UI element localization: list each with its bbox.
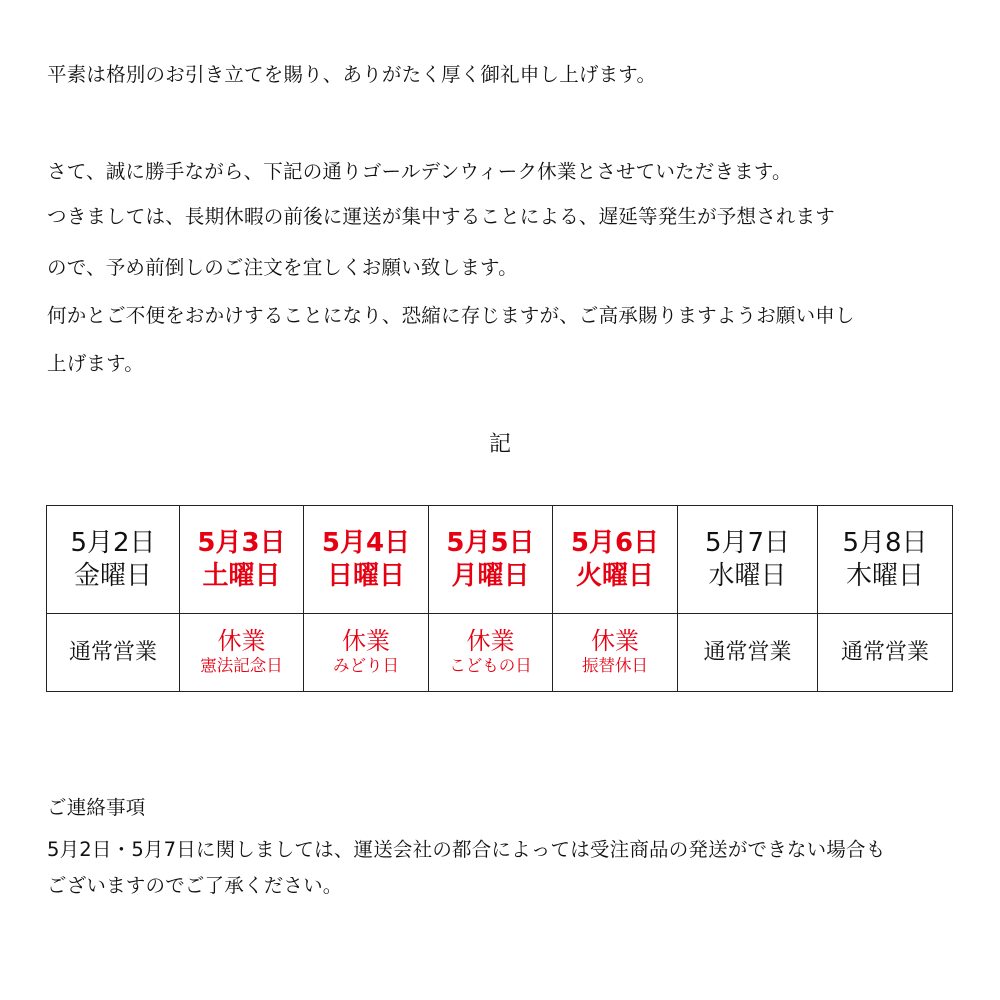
intro-line-5: 上げます。 [47, 352, 144, 375]
date-cell [678, 506, 818, 614]
weekday-label: 水曜日 [708, 560, 787, 591]
weekday-label: 土曜日 [202, 560, 281, 591]
status-label: 通常営業 [703, 639, 792, 665]
date-row [47, 506, 953, 614]
notice-title: ご連絡事項 [47, 796, 146, 819]
holiday-name: 振替休日 [582, 656, 648, 675]
intro-line-3: ので、予め前倒しのご注文を宜しくお願い致します。 [47, 256, 518, 279]
date-label: 5月7日 [704, 527, 791, 558]
holiday-name: こどもの日 [449, 656, 532, 675]
date-label: 5月2日 [70, 527, 156, 558]
status-label: 通常営業 [840, 639, 929, 665]
holiday-name: みどり日 [333, 656, 399, 675]
status-cell-holiday [553, 614, 678, 692]
date-cell-holiday [553, 506, 678, 614]
holiday-name: 憲法記念日 [200, 656, 283, 675]
status-label: 休業 [591, 627, 639, 655]
date-label: 5月5日 [446, 527, 535, 558]
status-cell [818, 614, 953, 692]
date-cell [47, 506, 180, 614]
weekday-label: 日曜日 [326, 560, 405, 591]
status-cell-holiday [180, 614, 304, 692]
intro-line-1: さて、誠に勝手ながら、下記の通りゴールデンウィーク休業とさせていただきます。 [47, 160, 792, 183]
notice-line-1: 5月2日・5月7日に関しましては、運送会社の都合によっては受注商品の発送ができない場合も [47, 838, 886, 861]
weekday-label: 火曜日 [575, 560, 654, 591]
status-label: 休業 [342, 627, 390, 655]
weekday-label: 金曜日 [73, 560, 152, 591]
status-label: 休業 [466, 627, 515, 655]
holiday-schedule-table [46, 505, 953, 692]
date-cell-holiday [304, 506, 429, 614]
date-label: 5月4日 [321, 527, 411, 558]
status-label: 通常営業 [68, 639, 157, 665]
section-heading: 記 [488, 432, 511, 457]
date-cell-holiday [180, 506, 304, 614]
date-cell-holiday [429, 506, 553, 614]
date-label: 5月3日 [197, 527, 286, 558]
date-label: 5月6日 [570, 527, 660, 558]
greeting-text: 平素は格別のお引き立てを賜り、ありがたく厚く御礼申し上げます。 [47, 63, 657, 86]
weekday-label: 木曜日 [845, 560, 924, 591]
status-cell-holiday [429, 614, 553, 692]
date-label: 5月8日 [842, 527, 928, 558]
status-cell-holiday [304, 614, 429, 692]
intro-line-2: つきましては、長期休暇の前後に運送が集中することによる、遅延等発生が予想されます [47, 205, 836, 228]
status-row [47, 614, 953, 692]
status-label: 休業 [217, 627, 266, 655]
date-cell [818, 506, 953, 614]
weekday-label: 月曜日 [451, 560, 530, 591]
notice-line-2: ございますのでご了承ください。 [47, 874, 343, 897]
intro-line-4: 何かとご不便をおかけすることになり、恐縮に存じますが、ご高承賜りますようお願い申し [47, 304, 855, 327]
status-cell [47, 614, 180, 692]
status-cell [678, 614, 818, 692]
